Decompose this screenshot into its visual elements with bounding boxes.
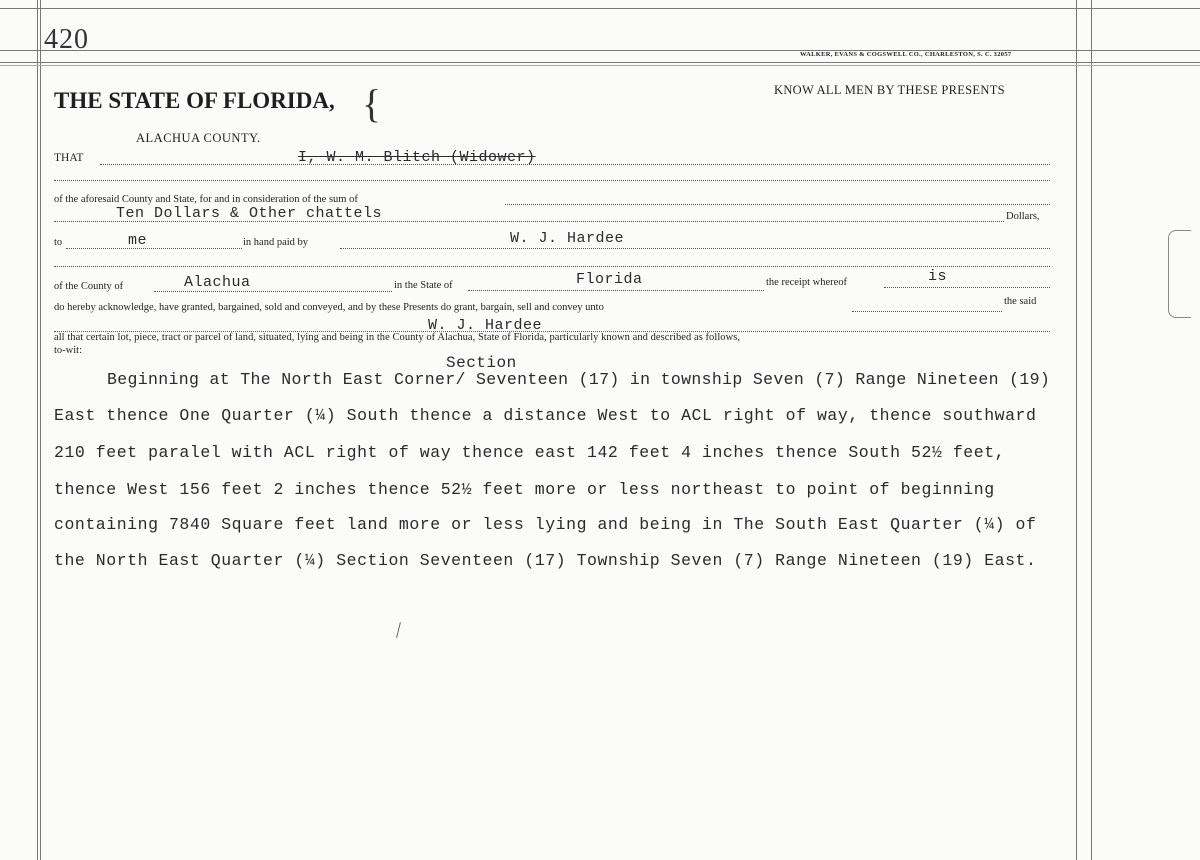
paid-by-value: W. J. Hardee bbox=[510, 230, 625, 247]
to-value: me bbox=[128, 232, 148, 249]
state-dotline bbox=[468, 290, 764, 291]
county-value: Alachua bbox=[184, 274, 251, 291]
left-margin-line bbox=[37, 0, 38, 860]
binder-tab bbox=[1168, 230, 1191, 318]
right-margin-line-inner bbox=[1091, 0, 1092, 860]
acknowledge-label: do hereby acknowledge, have granted, bargained, sold and conveyed, and by these Presents do grant, bargain, sell and convey unto bbox=[54, 302, 604, 313]
dollars-label: Dollars, bbox=[1006, 211, 1040, 222]
right-margin-line bbox=[1076, 0, 1077, 860]
left-margin-line-inner bbox=[40, 0, 41, 860]
consideration-dotline bbox=[505, 204, 1050, 205]
printer-imprint: WALKER, EVANS & COGSWELL CO., CHARLESTON, S. C. 32057 bbox=[800, 51, 1012, 58]
description-line-3: 210 feet paralel with ACL right of way thence east 142 feet 4 inches thence South 52½ feet, bbox=[54, 443, 1006, 462]
grantee-value: W. J. Hardee bbox=[428, 317, 543, 334]
sum-dotline bbox=[54, 221, 1004, 222]
state-title: THE STATE OF FLORIDA, bbox=[54, 88, 335, 113]
blank-line-2 bbox=[54, 266, 1050, 267]
description-line-4: thence West 156 feet 2 inches thence 52½ feet more or less northeast to point of beginning bbox=[54, 480, 995, 499]
know-all-heading: KNOW ALL MEN BY THESE PRESENTS bbox=[774, 83, 1005, 97]
stray-mark bbox=[396, 622, 401, 638]
top-rule bbox=[0, 8, 1200, 9]
description-line-2: East thence One Quarter (¼) South thence a distance West to ACL right of way, thence southward bbox=[54, 406, 1037, 425]
header-rule-3 bbox=[0, 65, 1200, 66]
county-dotline bbox=[154, 291, 392, 292]
state-value: Florida bbox=[576, 271, 643, 288]
the-said-label: the said bbox=[1004, 296, 1037, 307]
lot-label: all that certain lot, piece, tract or parcel of land, situated, lying and being in the County of Alachua, State of Florida, particularly known and described as follows, bbox=[54, 332, 741, 343]
receipt-label: the receipt whereof bbox=[766, 277, 848, 288]
paid-dotline bbox=[340, 248, 1050, 249]
receipt-value: is bbox=[928, 268, 948, 285]
header-rule bbox=[0, 50, 1200, 51]
title-brace: { bbox=[362, 81, 382, 126]
header-rule-2 bbox=[0, 62, 1200, 63]
to-label: to bbox=[54, 237, 63, 248]
to-wit-label: to-wit: bbox=[54, 345, 82, 356]
that-dotline bbox=[100, 164, 1050, 165]
to-dotline bbox=[66, 248, 242, 249]
section-insert: Section bbox=[446, 354, 517, 372]
acknowledge-dotline bbox=[852, 311, 1002, 312]
county-label: of the County of bbox=[54, 281, 124, 292]
sum-value: Ten Dollars & Other chattels bbox=[116, 205, 383, 222]
state-label: in the State of bbox=[394, 280, 453, 291]
paid-label: in hand paid by bbox=[243, 237, 309, 248]
receipt-dotline bbox=[884, 287, 1050, 288]
description-line-6: the North East Quarter (¼) Section Seventeen (17) Township Seven (7) Range Nineteen (19) East. bbox=[54, 551, 1037, 570]
blank-line-1 bbox=[54, 180, 1050, 181]
that-label: THAT bbox=[54, 152, 84, 164]
description-line-1: Beginning at The North East Corner/ Seventeen (17) in township Seven (7) Range Nineteen (19) bbox=[107, 370, 1051, 389]
description-line-5: containing 7840 Square feet land more or less lying and being in The South East Quarter (¼) of bbox=[54, 515, 1037, 534]
page-number: 420 bbox=[44, 24, 89, 55]
consideration-label: of the aforesaid County and State, for and in consideration of the sum of bbox=[54, 194, 358, 205]
grantor-name: I, W. M. Blitch (Widower) bbox=[298, 149, 536, 166]
county-title: ALACHUA COUNTY. bbox=[136, 131, 261, 145]
